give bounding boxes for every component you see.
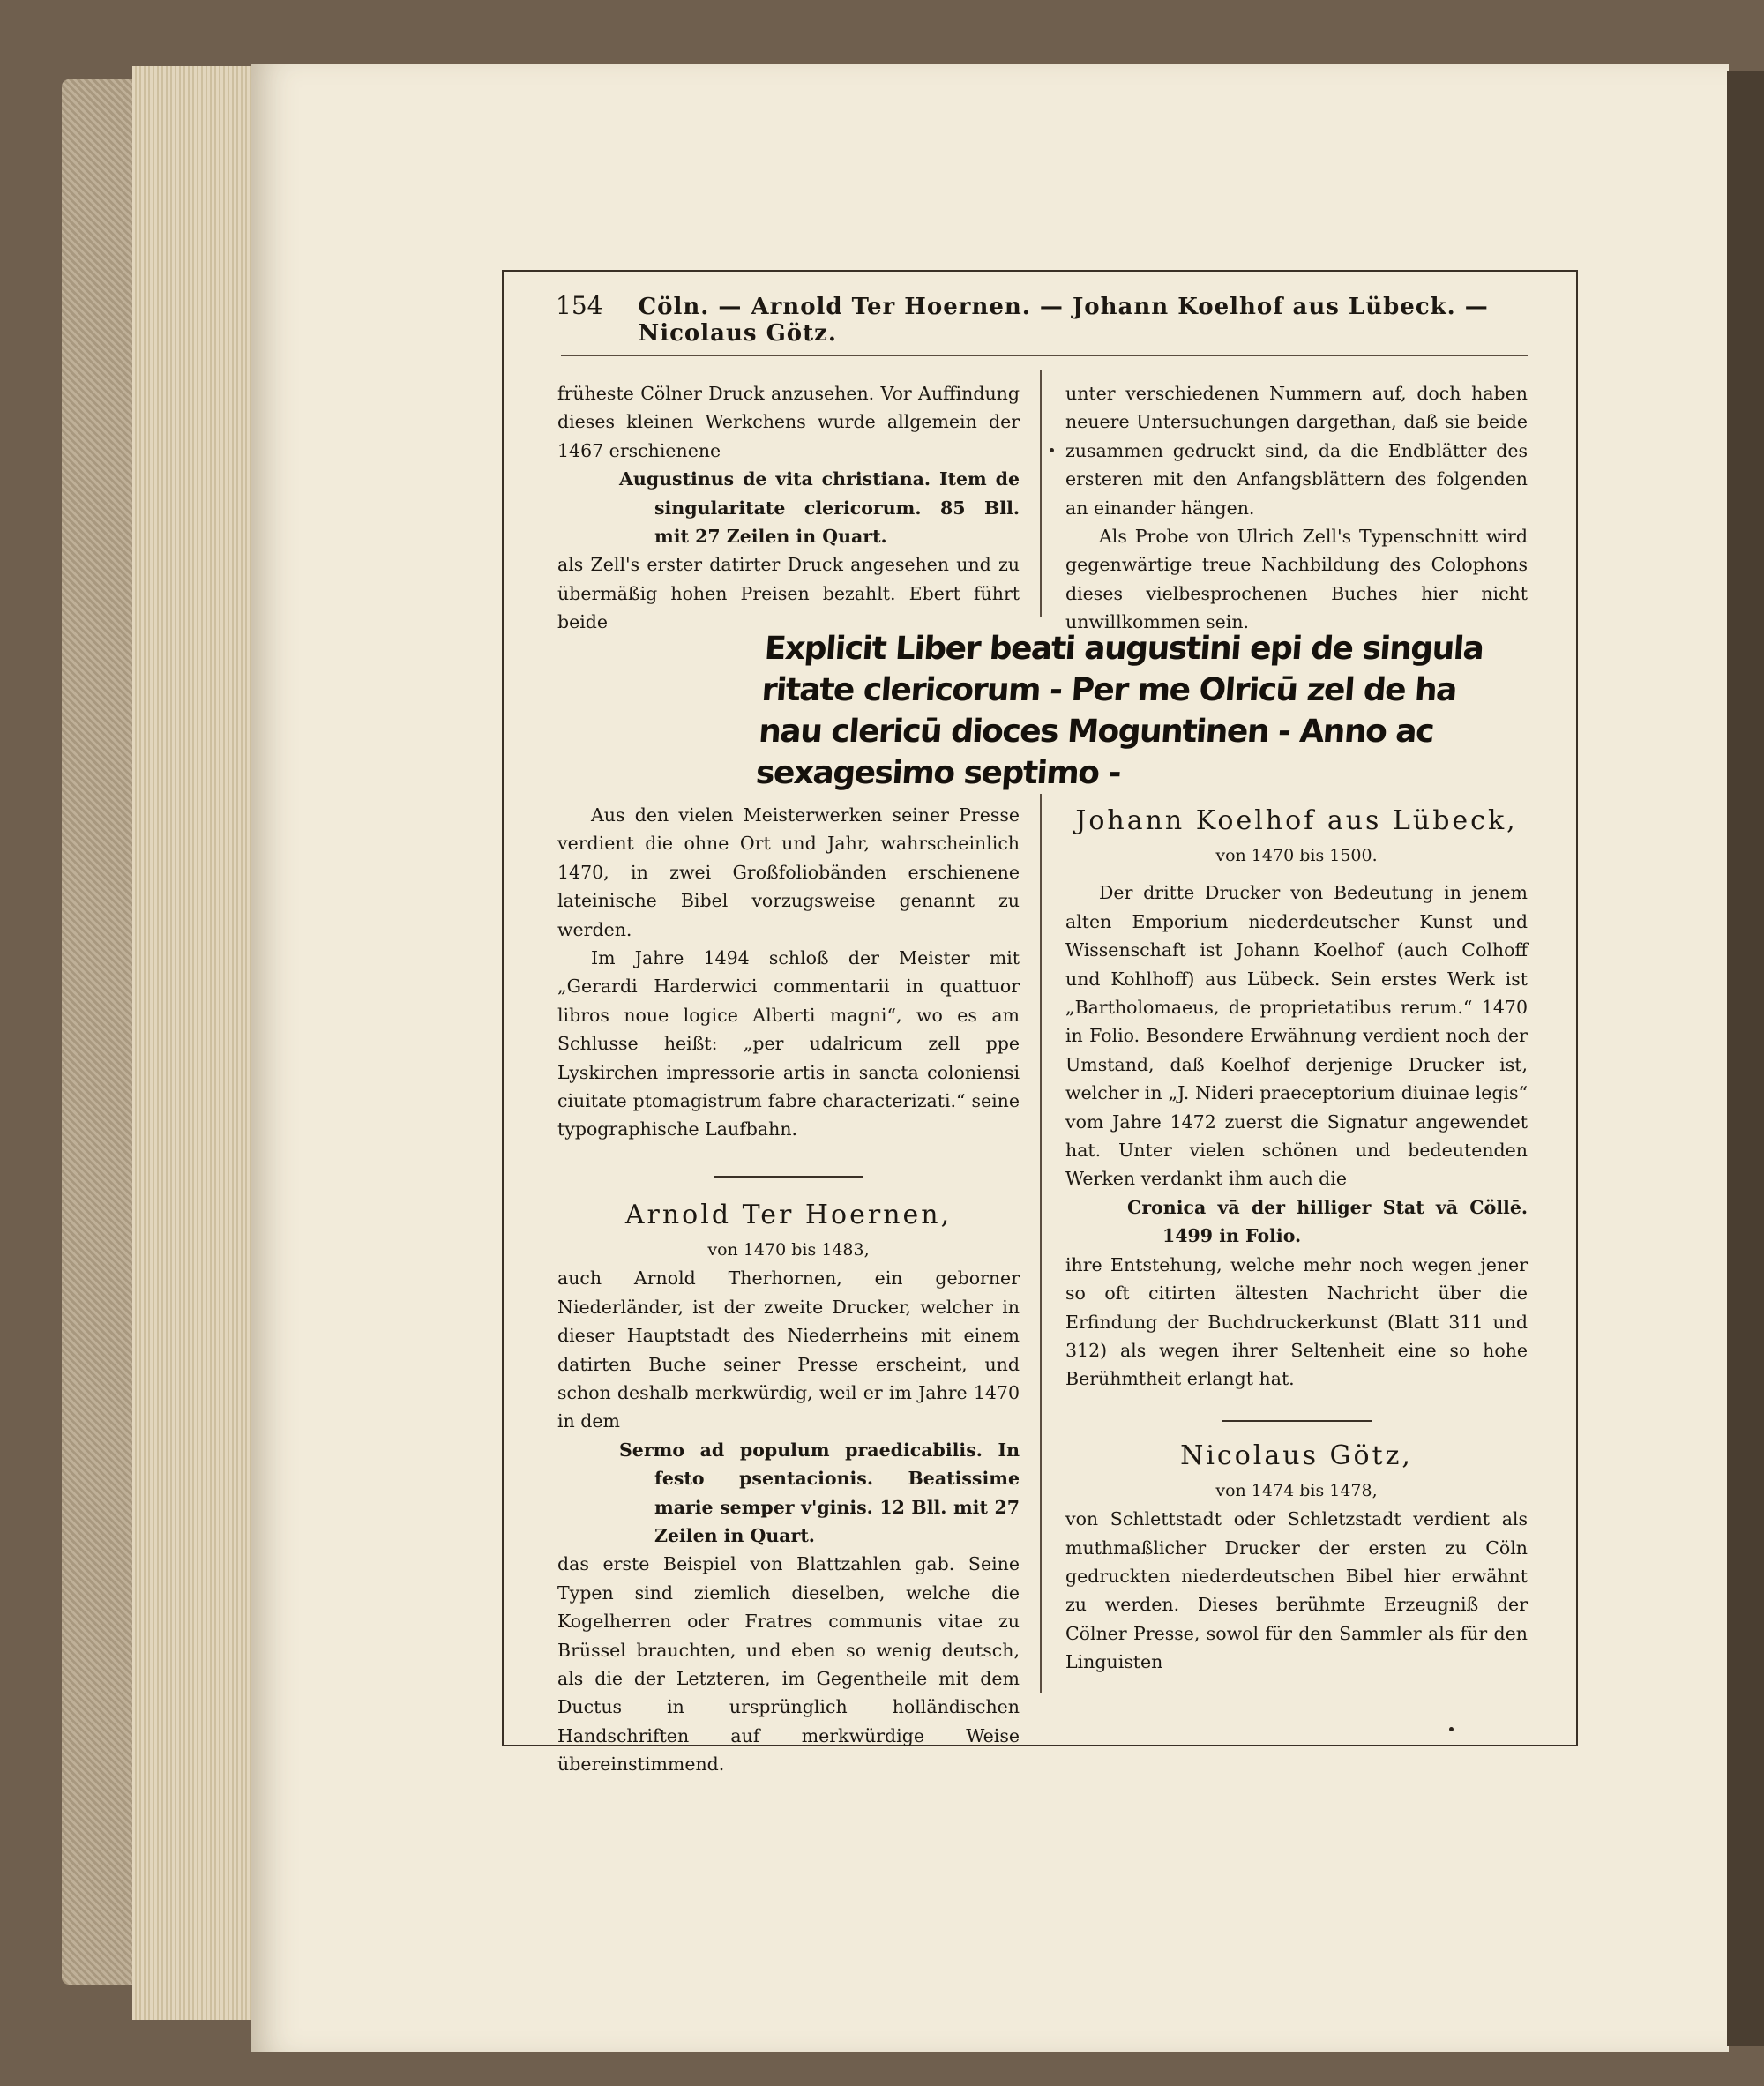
book-citation: Augustinus de vita christiana. Item de singularitate clericorum. 85 Bll. mit 27 Zeilen in Quart.	[619, 468, 1020, 548]
paragraph: Aus den vielen Meisterwerken seiner Presse verdient die ohne Ort und Jahr, wahrscheinlich 1470, in zwei Großfoliobänden erschienene lateinische Bibel vorzugsweise genannt zu werden.	[557, 804, 1020, 940]
section-title: Nicolaus Götz,	[1180, 1439, 1413, 1471]
print-speck	[1449, 1727, 1454, 1731]
section-dates: von 1470 bis 1500.	[1215, 846, 1378, 865]
paragraph: Der dritte Drucker von Bedeutung in jenem alten Emporium niederdeutscher Kunst und Wissenschaft ist Johann Koelhof (auch Colhoff und Kohlhoff) aus Lübeck. Sein erstes Werk ist „Bartholomaeus, de proprietatibus rerum.“ 1470 in Folio. Besondere Erwähnung verdient noch der Umstand, daß Koelhof derjenige Drucker ist, welcher in „J. Nideri praeceptorium diuinae legis“ vom Jahre 1472 zuerst die Signatur angewendet hat. Unter vielen schönen und bedeutenden Werken verdankt ihm auch die	[1065, 882, 1528, 1190]
facsimile-line: sexagesimo septimo -	[754, 755, 1122, 791]
column-divider-top	[1040, 370, 1042, 617]
section-title: Johann Koelhof aus Lübeck,	[1075, 805, 1518, 836]
section-dates: von 1474 bis 1478,	[1215, 1480, 1378, 1500]
left-column-bottom	[557, 801, 1020, 1779]
header-rule	[561, 355, 1528, 356]
page-stack-edge	[132, 66, 260, 2020]
book-citation: Cronica vā der hilliger Stat vā Cöllē. 1499 in Folio.	[1127, 1196, 1528, 1247]
section-title: Arnold Ter Hoernen,	[624, 1199, 953, 1230]
paragraph: auch Arnold Therhornen, ein geborner Niederländer, ist der zweite Drucker, welcher in dieser Hauptstadt des Niederrheins mit einem datirten Buche seiner Presse erscheint, und schon deshalb merkwürdig, weil er im Jahre 1470 in dem	[557, 1267, 1020, 1432]
facsimile-line: ritate clericorum - Per me Olricū zel de ha	[760, 672, 1458, 708]
column-divider-bottom	[1040, 794, 1042, 1693]
paragraph: von Schlettstadt oder Schletzstadt verdient als muthmaßlicher Drucker der ersten zu Cöln gedruckten niederdeutschen Bibel hier erwähnt zu werden. Dieses berühmte Erzeugniß der Cölner Presse, sowol für den Sammler als für den Linguisten	[1065, 1508, 1528, 1673]
paragraph: unter verschiedenen Nummern auf, doch haben neuere Untersuchungen dargethan, daß sie beide zusammen gedruckt sind, da die Endblätter des ersteren mit den Anfangsblättern des folgenden an einander hängen.	[1065, 383, 1528, 519]
print-speck	[1050, 448, 1054, 452]
running-header	[556, 291, 1526, 347]
running-title: Cöln. — Arnold Ter Hoernen. — Johann Koelhof aus Lübeck. — Nicolaus Götz.	[638, 294, 1489, 347]
section-dates: von 1470 bis 1483,	[707, 1239, 870, 1260]
left-column-top	[557, 379, 1020, 637]
facsimile-line: nau clericū dioces Moguntinen - Anno ac	[757, 714, 1435, 750]
paragraph: früheste Cölner Druck anzusehen. Vor Auffindung dieses kleinen Werkchens wurde allgemein der 1467 erschienene	[557, 383, 1020, 461]
paragraph: ihre Entstehung, welche mehr noch wegen jener so oft citirten ältesten Nachricht über die Erfindung der Buchdruckerkunst (Blatt 311 und 312) als wegen ihrer Seltenheit eine so hohe Berühmtheit erlangt hat.	[1065, 1253, 1528, 1390]
paragraph: Als Probe von Ulrich Zell's Typenschnitt wird gegenwärtige treue Nachbildung des Colophons dieses vielbesprochenen Buches hier nicht unwillkommen sein.	[1065, 526, 1528, 633]
right-column-top	[1065, 379, 1528, 637]
paragraph: das erste Beispiel von Blattzahlen gab. Seine Typen sind ziemlich dieselben, welche die Kogelherren oder Fratres communis vitae zu Brüssel brauchten, und eben so wenig deutsch, als die der Letzteren, im Gegentheile mit dem Ductus in ursprünglich holländischen Handschriften auf merkwürdige Weise übereinstimmend.	[557, 1553, 1020, 1776]
right-column-bottom	[1065, 801, 1528, 1677]
paragraph: als Zell's erster datirter Druck angesehen und zu übermäßig hohen Preisen bezahlt. Ebert führt beide	[557, 554, 1020, 633]
book-citation: Sermo ad populum praedicabilis. In festo psentacionis. Beatissime marie semper v'ginis. 12 Bll. mit 27 Zeilen in Quart.	[619, 1439, 1020, 1546]
page-number: 154	[556, 291, 603, 320]
facsimile-line: Explicit Liber beati augustini epi de singula	[763, 631, 1484, 667]
facing-page-edge	[1727, 71, 1764, 2046]
paragraph: Im Jahre 1494 schloß der Meister mit „Gerardi Harderwici commentarii in quattuor libros noue logice Alberti magni“, wo es am Schlusse heißt: „per udalricum zell ppe Lyskirchen impressorie artis in sancta coloniensi ciuitate ptomagistrum fabre characterizati.“ seine typographische Laufbahn.	[557, 947, 1020, 1140]
colophon-facsimile	[754, 628, 1484, 794]
